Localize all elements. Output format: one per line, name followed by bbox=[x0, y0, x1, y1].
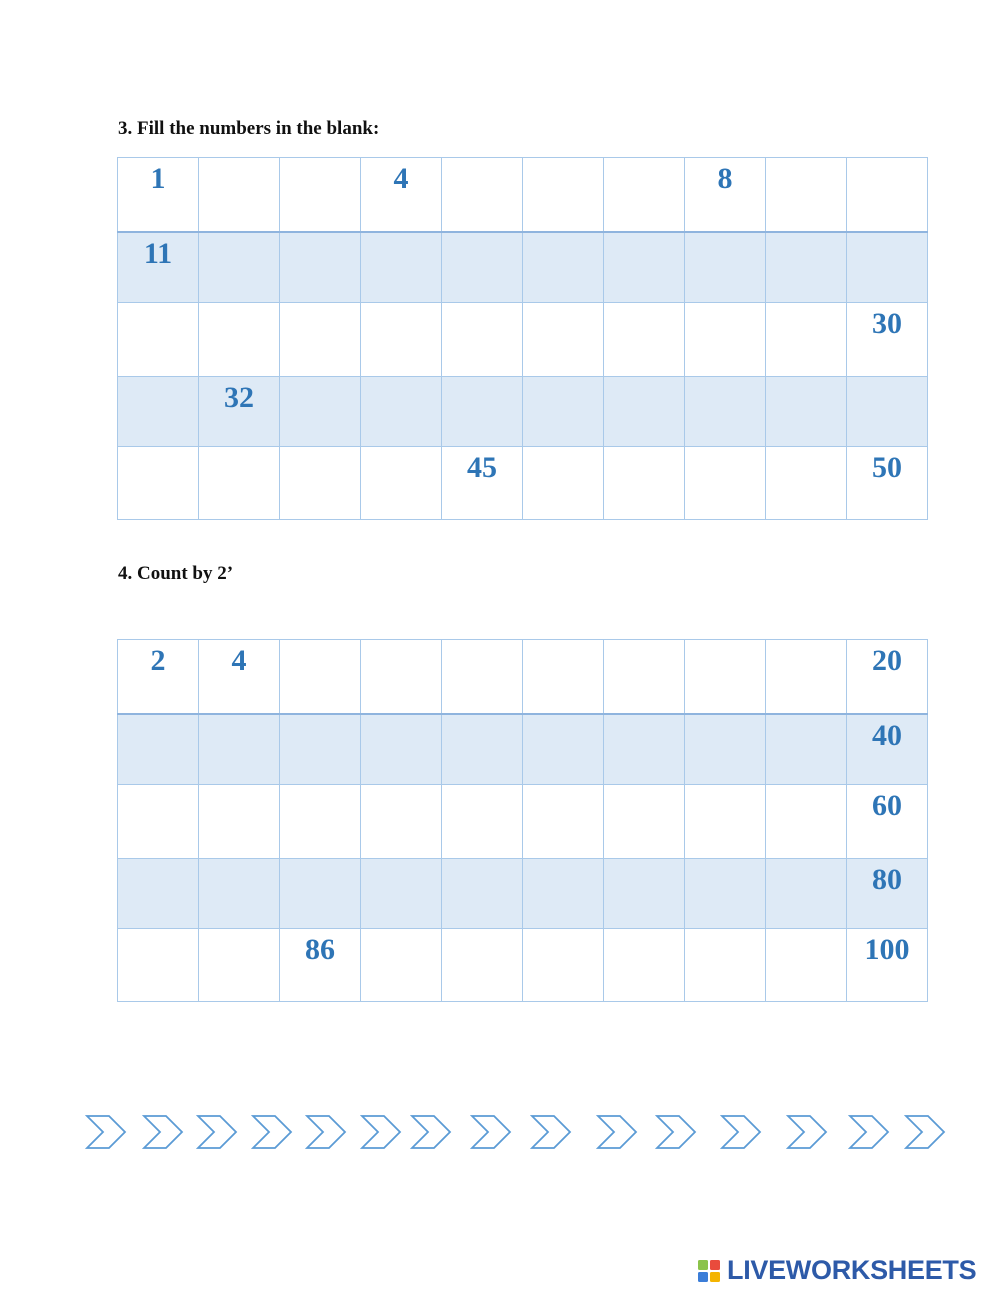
blank-cell[interactable] bbox=[523, 377, 604, 447]
cell-number bbox=[523, 377, 603, 383]
cell-number bbox=[604, 447, 684, 453]
cell-number bbox=[685, 377, 765, 383]
blank-cell[interactable] bbox=[685, 859, 766, 929]
cell-number bbox=[118, 859, 198, 865]
cell-number bbox=[442, 715, 522, 721]
cell-number bbox=[442, 929, 522, 935]
grid-row bbox=[118, 377, 928, 447]
cell-number bbox=[766, 447, 846, 453]
blank-cell[interactable] bbox=[442, 232, 523, 303]
blank-cell[interactable] bbox=[280, 158, 361, 232]
blank-cell[interactable] bbox=[523, 859, 604, 929]
blank-cell[interactable] bbox=[442, 929, 523, 1002]
blank-cell[interactable] bbox=[766, 158, 847, 232]
blank-cell[interactable] bbox=[523, 785, 604, 859]
grid-row bbox=[118, 447, 928, 520]
blank-cell[interactable] bbox=[685, 232, 766, 303]
blank-cell[interactable] bbox=[361, 929, 442, 1002]
cell-number bbox=[442, 377, 522, 383]
cell-number: 45 bbox=[467, 451, 497, 484]
cell-number bbox=[766, 929, 846, 935]
blank-cell[interactable] bbox=[766, 929, 847, 1002]
number-cell bbox=[847, 929, 928, 1002]
blank-cell[interactable] bbox=[685, 303, 766, 377]
blank-cell[interactable] bbox=[199, 859, 280, 929]
cell-number bbox=[280, 377, 360, 383]
blank-cell[interactable] bbox=[199, 303, 280, 377]
blank-cell[interactable] bbox=[118, 929, 199, 1002]
blank-cell[interactable] bbox=[523, 640, 604, 714]
chevron-right-icon bbox=[360, 1110, 404, 1154]
blank-cell[interactable] bbox=[118, 785, 199, 859]
cell-number bbox=[685, 233, 765, 239]
cell-number bbox=[604, 929, 684, 935]
cell-number bbox=[199, 859, 279, 865]
cell-number: 4 bbox=[231, 644, 247, 677]
blank-cell[interactable] bbox=[280, 377, 361, 447]
number-cell bbox=[118, 232, 199, 303]
cell-number bbox=[523, 715, 603, 721]
blank-cell[interactable] bbox=[523, 303, 604, 377]
cell-number bbox=[766, 233, 846, 239]
cell-number: 60 bbox=[872, 789, 902, 822]
cell-number bbox=[523, 303, 603, 309]
number-cell bbox=[847, 714, 928, 785]
number-cell bbox=[685, 158, 766, 232]
number-cell bbox=[847, 303, 928, 377]
cell-number bbox=[766, 303, 846, 309]
cell-number: 11 bbox=[143, 236, 173, 270]
blank-cell[interactable] bbox=[199, 929, 280, 1002]
blank-cell[interactable] bbox=[604, 377, 685, 447]
cell-number bbox=[442, 303, 522, 309]
cell-number bbox=[118, 447, 198, 453]
cell-number bbox=[523, 929, 603, 935]
blank-cell[interactable] bbox=[280, 447, 361, 520]
cell-number bbox=[847, 377, 927, 383]
cell-number: 8 bbox=[717, 162, 733, 195]
chevron-right-icon bbox=[530, 1110, 574, 1154]
number-cell bbox=[847, 640, 928, 714]
blank-cell[interactable] bbox=[523, 714, 604, 785]
cell-number bbox=[442, 785, 522, 791]
exercise-4-heading: 4. Count by 2’ bbox=[118, 563, 234, 584]
blank-cell[interactable] bbox=[766, 785, 847, 859]
blank-cell[interactable] bbox=[199, 714, 280, 785]
cell-number bbox=[199, 447, 279, 453]
number-cell bbox=[199, 377, 280, 447]
blank-cell[interactable] bbox=[604, 785, 685, 859]
cell-number bbox=[361, 377, 441, 383]
blank-cell[interactable] bbox=[280, 303, 361, 377]
blank-cell[interactable] bbox=[442, 714, 523, 785]
cell-number bbox=[361, 233, 441, 239]
blank-cell[interactable] bbox=[442, 785, 523, 859]
blank-cell[interactable] bbox=[361, 447, 442, 520]
cell-number bbox=[604, 640, 684, 646]
grid-row bbox=[118, 785, 928, 859]
grid-row bbox=[118, 232, 928, 303]
chevron-right-icon bbox=[251, 1110, 295, 1154]
chevron-right-icon bbox=[196, 1110, 240, 1154]
blank-cell[interactable] bbox=[766, 447, 847, 520]
grid-row bbox=[118, 929, 928, 1002]
cell-number bbox=[280, 640, 360, 646]
cell-number bbox=[604, 377, 684, 383]
number-cell bbox=[847, 447, 928, 520]
blank-cell[interactable] bbox=[199, 158, 280, 232]
blank-cell[interactable] bbox=[361, 640, 442, 714]
chevron-right-icon bbox=[720, 1110, 764, 1154]
cell-number bbox=[766, 785, 846, 791]
cell-number bbox=[442, 859, 522, 865]
cell-number bbox=[361, 929, 441, 935]
cell-number bbox=[442, 158, 522, 164]
blank-cell[interactable] bbox=[523, 447, 604, 520]
blank-cell[interactable] bbox=[280, 859, 361, 929]
blank-cell[interactable] bbox=[361, 714, 442, 785]
cell-number: 30 bbox=[872, 307, 902, 340]
blank-cell[interactable] bbox=[685, 447, 766, 520]
blank-cell[interactable] bbox=[280, 785, 361, 859]
blank-cell[interactable] bbox=[523, 158, 604, 232]
cell-number: 50 bbox=[872, 451, 902, 484]
cell-number bbox=[604, 303, 684, 309]
cell-number bbox=[604, 859, 684, 865]
cell-number bbox=[361, 447, 441, 453]
cell-number bbox=[685, 715, 765, 721]
cell-number bbox=[199, 785, 279, 791]
cell-number bbox=[847, 158, 927, 164]
blank-cell[interactable] bbox=[361, 377, 442, 447]
blank-cell[interactable] bbox=[442, 377, 523, 447]
cell-number bbox=[685, 303, 765, 309]
cell-number bbox=[361, 640, 441, 646]
chevron-right-icon bbox=[142, 1110, 186, 1154]
blank-cell[interactable] bbox=[685, 377, 766, 447]
cell-number: 2 bbox=[150, 644, 166, 677]
chevron-right-icon bbox=[305, 1110, 349, 1154]
number-cell bbox=[118, 158, 199, 232]
cell-number bbox=[766, 640, 846, 646]
cell-number bbox=[604, 158, 684, 164]
blank-cell[interactable] bbox=[685, 714, 766, 785]
cell-number bbox=[442, 233, 522, 239]
blank-cell[interactable] bbox=[766, 377, 847, 447]
cell-number: 1 bbox=[150, 162, 166, 195]
cell-number: 80 bbox=[872, 863, 902, 896]
cell-number bbox=[280, 158, 360, 164]
blank-cell[interactable] bbox=[766, 714, 847, 785]
cell-number bbox=[604, 785, 684, 791]
blank-cell[interactable] bbox=[199, 447, 280, 520]
cell-number bbox=[199, 233, 279, 239]
cell-number bbox=[685, 785, 765, 791]
cell-number bbox=[199, 715, 279, 721]
blank-cell[interactable] bbox=[766, 640, 847, 714]
cell-number: 32 bbox=[224, 381, 254, 414]
cell-number bbox=[523, 158, 603, 164]
cell-number bbox=[118, 929, 198, 935]
exercise-3-grid bbox=[117, 157, 928, 520]
cell-number: 4 bbox=[393, 162, 409, 195]
cell-number bbox=[361, 303, 441, 309]
cell-number bbox=[361, 859, 441, 865]
exercise-4-grid bbox=[117, 639, 928, 1002]
cell-number bbox=[118, 377, 198, 383]
cell-number bbox=[280, 785, 360, 791]
cell-number bbox=[766, 859, 846, 865]
blank-cell[interactable] bbox=[280, 640, 361, 714]
blank-cell[interactable] bbox=[604, 232, 685, 303]
grid-row bbox=[118, 859, 928, 929]
blank-cell[interactable] bbox=[685, 640, 766, 714]
blank-cell[interactable] bbox=[442, 640, 523, 714]
cell-number bbox=[604, 233, 684, 239]
blank-cell[interactable] bbox=[361, 303, 442, 377]
blank-cell[interactable] bbox=[442, 303, 523, 377]
cell-number: 20 bbox=[872, 644, 902, 677]
chevron-right-icon bbox=[786, 1110, 830, 1154]
blank-cell[interactable] bbox=[523, 232, 604, 303]
blank-cell[interactable] bbox=[118, 714, 199, 785]
blank-cell[interactable] bbox=[361, 859, 442, 929]
number-cell bbox=[442, 447, 523, 520]
blank-cell[interactable] bbox=[361, 232, 442, 303]
cell-number bbox=[280, 859, 360, 865]
blank-cell[interactable] bbox=[847, 377, 928, 447]
chevron-border bbox=[0, 1110, 1000, 1154]
chevron-right-icon bbox=[655, 1110, 699, 1154]
chevron-right-icon bbox=[848, 1110, 892, 1154]
blank-cell[interactable] bbox=[766, 859, 847, 929]
blank-cell[interactable] bbox=[442, 158, 523, 232]
cell-number bbox=[199, 929, 279, 935]
number-cell bbox=[847, 859, 928, 929]
blank-cell[interactable] bbox=[361, 785, 442, 859]
cell-number bbox=[118, 303, 198, 309]
cell-number bbox=[280, 233, 360, 239]
blank-cell[interactable] bbox=[118, 377, 199, 447]
chevron-right-icon bbox=[596, 1110, 640, 1154]
grid-row bbox=[118, 303, 928, 377]
cell-number bbox=[199, 303, 279, 309]
cell-number bbox=[361, 785, 441, 791]
blank-cell[interactable] bbox=[280, 232, 361, 303]
grid-row bbox=[118, 640, 928, 714]
cell-number bbox=[523, 640, 603, 646]
blank-cell[interactable] bbox=[199, 232, 280, 303]
blank-cell[interactable] bbox=[118, 447, 199, 520]
grid-row bbox=[118, 714, 928, 785]
chevron-right-icon bbox=[85, 1110, 129, 1154]
cell-number bbox=[118, 785, 198, 791]
blank-cell[interactable] bbox=[523, 929, 604, 1002]
exercise-3-heading: 3. Fill the numbers in the blank: bbox=[118, 118, 380, 139]
cell-number bbox=[766, 715, 846, 721]
cell-number bbox=[523, 447, 603, 453]
blank-cell[interactable] bbox=[604, 859, 685, 929]
blank-cell[interactable] bbox=[442, 859, 523, 929]
cell-number: 40 bbox=[872, 718, 902, 752]
cell-number bbox=[685, 640, 765, 646]
blank-cell[interactable] bbox=[847, 158, 928, 232]
cell-number: 100 bbox=[864, 933, 910, 966]
cell-number bbox=[280, 715, 360, 721]
blank-cell[interactable] bbox=[118, 859, 199, 929]
cell-number bbox=[523, 233, 603, 239]
liveworksheets-branding bbox=[698, 1255, 976, 1285]
number-cell bbox=[847, 785, 928, 859]
cell-number bbox=[766, 158, 846, 164]
blank-cell[interactable] bbox=[766, 232, 847, 303]
cell-number bbox=[604, 715, 684, 721]
grid-row bbox=[118, 158, 928, 232]
blank-cell[interactable] bbox=[604, 714, 685, 785]
cell-number bbox=[685, 929, 765, 935]
cell-number bbox=[361, 715, 441, 721]
blank-cell[interactable] bbox=[280, 714, 361, 785]
blank-cell[interactable] bbox=[604, 640, 685, 714]
cell-number bbox=[523, 785, 603, 791]
cell-number bbox=[847, 233, 927, 239]
cell-number: 86 bbox=[305, 933, 335, 966]
blank-cell[interactable] bbox=[118, 303, 199, 377]
cell-number bbox=[523, 859, 603, 865]
liveworksheets-wordmark: LIVEWORKSHEETS bbox=[727, 1255, 977, 1285]
cell-number bbox=[199, 158, 279, 164]
number-cell bbox=[280, 929, 361, 1002]
cell-number bbox=[685, 859, 765, 865]
blank-cell[interactable] bbox=[685, 785, 766, 859]
cell-number bbox=[685, 447, 765, 453]
blank-cell[interactable] bbox=[604, 929, 685, 1002]
cell-number bbox=[280, 303, 360, 309]
chevron-right-icon bbox=[904, 1110, 948, 1154]
number-cell bbox=[199, 640, 280, 714]
blank-cell[interactable] bbox=[604, 447, 685, 520]
blank-cell[interactable] bbox=[847, 232, 928, 303]
blank-cell[interactable] bbox=[199, 785, 280, 859]
chevron-right-icon bbox=[410, 1110, 454, 1154]
number-cell bbox=[118, 640, 199, 714]
cell-number bbox=[118, 715, 198, 721]
blank-cell[interactable] bbox=[766, 303, 847, 377]
cell-number bbox=[280, 447, 360, 453]
liveworksheets-logo-icon bbox=[698, 1260, 720, 1282]
cell-number bbox=[766, 377, 846, 383]
blank-cell[interactable] bbox=[604, 158, 685, 232]
chevron-right-icon bbox=[470, 1110, 514, 1154]
cell-number bbox=[442, 640, 522, 646]
blank-cell[interactable] bbox=[604, 303, 685, 377]
number-cell bbox=[361, 158, 442, 232]
blank-cell[interactable] bbox=[685, 929, 766, 1002]
